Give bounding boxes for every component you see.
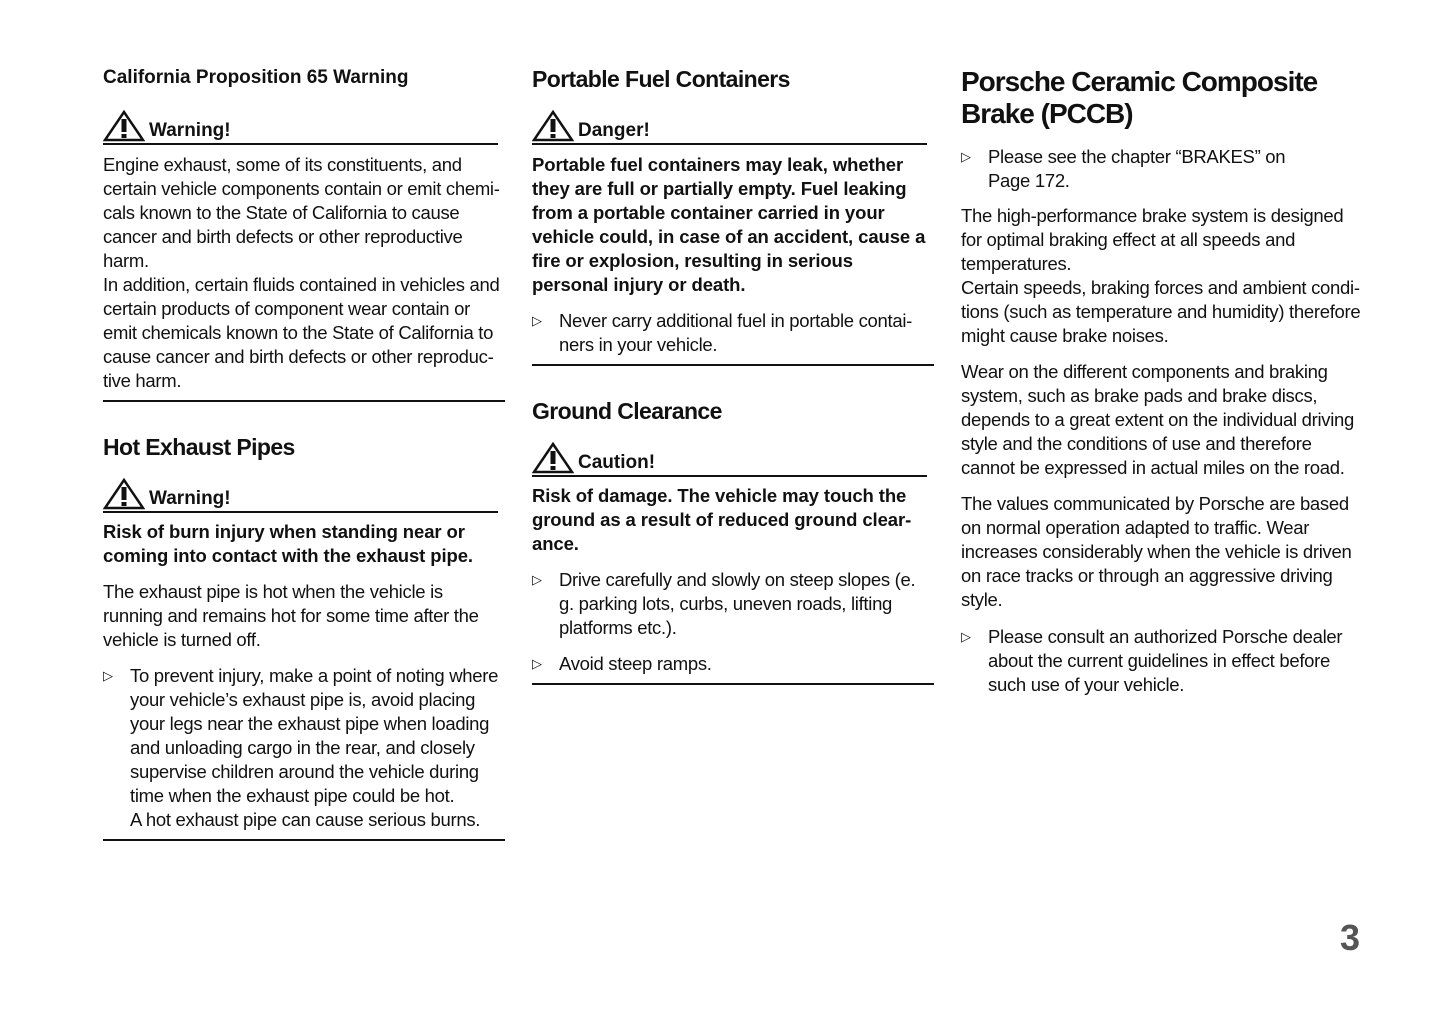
warning-triangle-icon <box>532 442 574 474</box>
fuel-danger-header <box>532 110 927 145</box>
ca-warning-label: Warning! <box>149 120 231 141</box>
warning-triangle-icon <box>532 110 574 142</box>
hot-warning-header <box>103 478 498 513</box>
divider-line <box>532 683 934 685</box>
ground-instruction-2 <box>532 652 934 676</box>
pccb-instruction-2-text: Please consult an authorized Porsche dealer about the current guidelines in effect before such use of your vehicle. <box>988 626 1343 695</box>
bullet-triangle-icon: ▷ <box>103 668 113 683</box>
pccb-title: Porsche Ceramic Composite Brake (PCCB) <box>961 66 1318 129</box>
fuel-instruction-text: Never carry additional fuel in portable contai-ners in your vehicle. <box>559 310 913 355</box>
bullet-triangle-icon: ▷ <box>961 149 971 164</box>
ca-paragraph-2: In addition, certain fluids contained in vehicles and certain products of component wear contain or emit chemicals known to the State of California to cause cancer and birth defects or other reproduc-tive harm. <box>103 274 500 391</box>
ca-warning-header <box>103 110 498 145</box>
hot-instruction <box>103 664 505 832</box>
hot-instruction-text: To prevent injury, make a point of noting where your vehicle’s exhaust pipe is, avoid placing your legs near the exhaust pipe when loading and unloading cargo in the rear, and closely supervise children around the vehicle during time when the exhaust pipe could be hot. <box>130 665 499 806</box>
ca-paragraph-1: Engine exhaust, some of its constituents, and certain vehicle components contain or emit chemi-cals known to the State of California to cause cancer and birth defects or other reproductive harm. <box>103 154 500 271</box>
fuel-danger-label: Danger! <box>578 120 650 141</box>
ground-clearance-title: Ground Clearance <box>532 398 722 424</box>
pccb-paragraph-2: Wear on the different components and braking system, such as brake pads and brake discs, depends to a great extent on the individual driving style and the conditions of use and therefore cannot be expressed in actual miles on the road. <box>961 361 1355 478</box>
ground-instruction-2-text: Avoid steep ramps. <box>559 653 712 674</box>
fuel-title: Portable Fuel Containers <box>532 66 790 92</box>
page-number: 3 <box>1340 917 1361 958</box>
warning-triangle-icon <box>103 478 145 510</box>
bullet-triangle-icon: ▷ <box>532 656 542 671</box>
bullet-triangle-icon: ▷ <box>532 313 542 328</box>
hot-exhaust-title: Hot Exhaust Pipes <box>103 434 295 460</box>
hot-instruction-tail: A hot exhaust pipe can cause serious burns. <box>130 809 481 830</box>
bullet-triangle-icon: ▷ <box>961 629 971 644</box>
bullet-triangle-icon: ▷ <box>532 572 542 587</box>
pccb-paragraph-1b: Certain speeds, braking forces and ambient condi-tions (such as temperature and humidity) therefore might cause brake noises. <box>961 277 1361 346</box>
pccb-instruction-1 <box>961 145 1308 193</box>
warning-triangle-icon <box>103 110 145 142</box>
pccb-paragraph-3: The values communicated by Porsche are based on normal operation adapted to traffic. Wear increases considerably when the vehicle is driven on race tracks or through an aggressive driving style. <box>961 493 1352 610</box>
ground-caution-label: Caution! <box>578 452 656 473</box>
ground-instruction-1-text: Drive carefully and slowly on steep slopes (e. g. parking lots, curbs, uneven roads, lifting platforms etc.). <box>559 569 916 638</box>
ground-caution-header <box>532 442 927 477</box>
fuel-instruction <box>532 309 929 357</box>
pccb-instruction-1-text: Please see the chapter “BRAKES” on Page 172. <box>988 146 1286 191</box>
ground-caution-text: Risk of damage. The vehicle may touch the ground as a result of reduced ground clear-ance. <box>532 485 912 554</box>
ca-prop65-title: California Proposition 65 Warning <box>103 67 409 88</box>
divider-line <box>103 839 505 841</box>
fuel-danger-text: Portable fuel containers may leak, whether they are full or partially empty. Fuel leaking from a portable container carried in your vehicle could, in case of an accident, cause a fire or explosion, resulting in serious personal injury or death. <box>532 154 926 295</box>
divider-line <box>532 364 934 366</box>
pccb-instruction-2 <box>961 625 1368 697</box>
hot-warning-text: Risk of burn injury when standing near or coming into contact with the exhaust pipe. <box>103 521 473 566</box>
pccb-paragraph-1: The high-performance brake system is designed for optimal braking effect at all speeds and temperatures. <box>961 205 1344 274</box>
divider-line <box>103 400 505 402</box>
hot-warning-label: Warning! <box>149 488 231 509</box>
hot-paragraph: The exhaust pipe is hot when the vehicle is running and remains hot for some time after the vehicle is turned off. <box>103 581 479 650</box>
ground-instruction-1 <box>532 568 934 640</box>
